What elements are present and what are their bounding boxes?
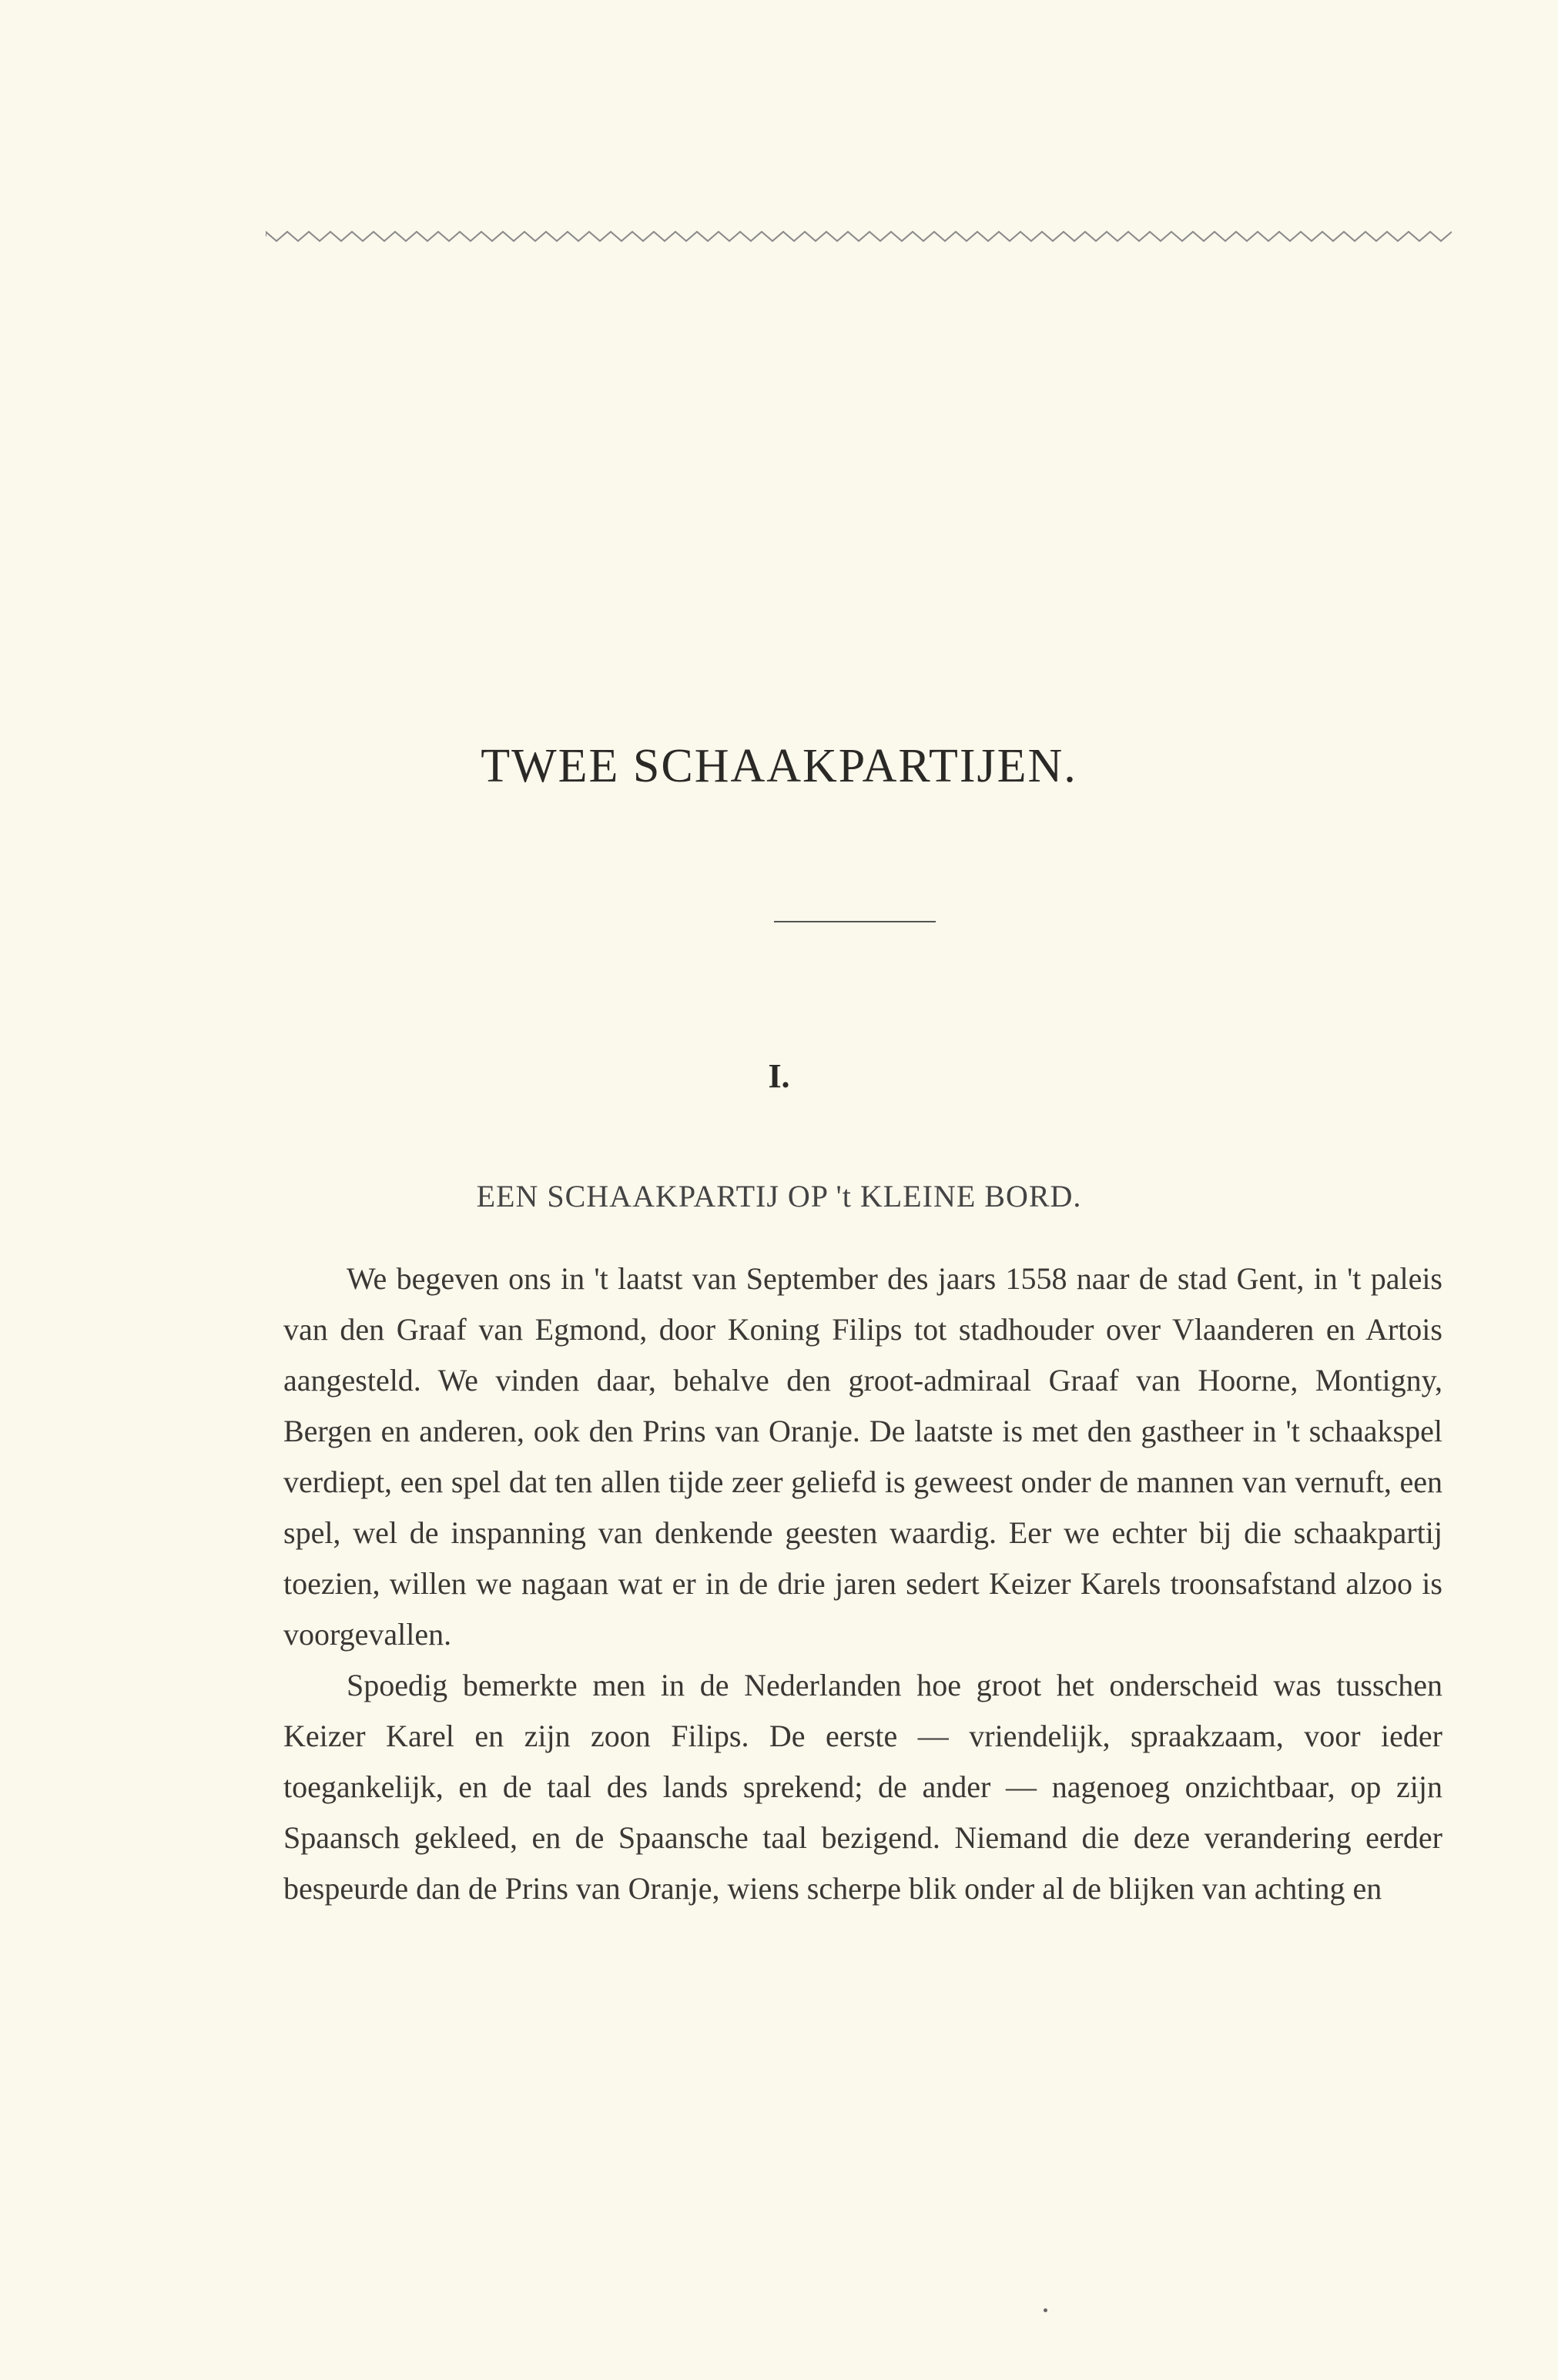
body-text	[283, 1254, 1442, 1914]
paper-speck	[1044, 2308, 1047, 2312]
chapter-title: EEN SCHAAKPARTIJ OP 't KLEINE BORD.	[476, 1179, 1082, 1213]
title-divider	[774, 921, 936, 922]
paragraph-1: We begeven ons in 't laatst van September des jaars 1558 naar de stad Gent, in 't paleis van den Graaf van Egmond, door Koning Filips tot stadhouder over Vlaanderen en Artois aangesteld. We vinden daar, behalve den groot-admiraal Graaf van Hoorne, Montigny, Bergen en anderen, ook den Prins van Oranje. De laatste is met den gastheer in 't schaakspel verdiept, een spel dat ten allen tijde zeer geliefd is geweest onder de mannen van vernuft, een spel, wel de inspanning van denkende geesten waardig. Eer we echter bij die schaakpartij toezien, willen we nagaan wat er in de drie jaren sedert Keizer Karels troonsafstand alzoo is voorgevallen.	[283, 1261, 1442, 1652]
page-title: TWEE SCHAAKPARTIJEN.	[481, 740, 1077, 792]
decorative-wavy-rule	[266, 225, 1452, 248]
chapter-number: I.	[768, 1057, 790, 1095]
paragraph-2: Spoedig bemerkte men in de Nederlanden hoe groot het onderscheid was tusschen Keizer Karel en zijn zoon Filips. De eerste — vriendelijk, spraakzaam, voor ieder toegankelijk, en de taal des lands sprekend; de ander — nagenoeg onzichtbaar, op zijn Spaansch gekleed, en de Spaansche taal bezigend. Niemand die deze verandering eerder bespeurde dan de Prins van Oranje, wiens scherpe blik onder al de blijken van achting en	[283, 1668, 1442, 1906]
